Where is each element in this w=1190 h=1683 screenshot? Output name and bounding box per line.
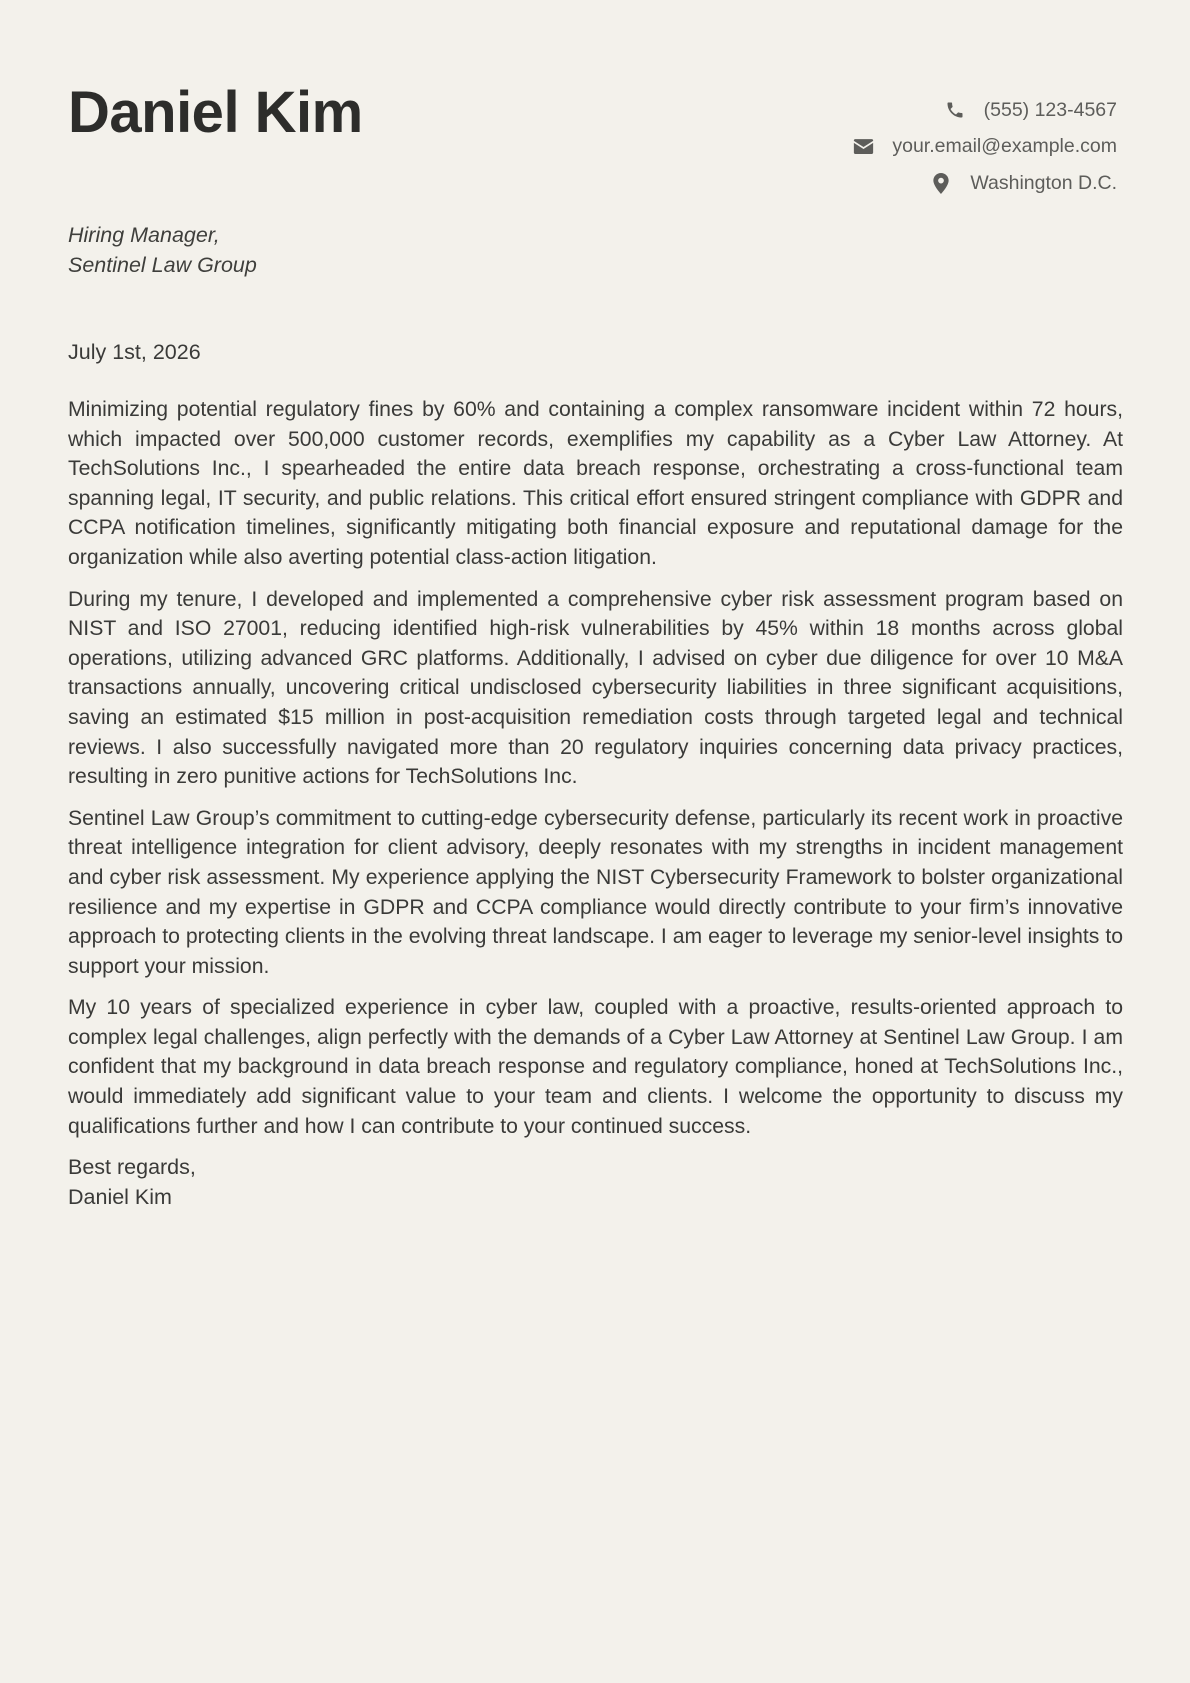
contact-phone <box>852 92 1117 129</box>
closing-signature: Daniel Kim <box>68 1184 172 1209</box>
body-paragraph: Sentinel Law Group’s commitment to cutting-edge cybersecurity defense, particularly its recent work in proactive threat intelligence integration for client advisory, deeply resonates with my strengths in incident management and cyber risk assessment. My experience applying the NIST Cybersecurity Framework to bolster organizational resilience and my expertise in GDPR and CCPA compliance would directly contribute to your firm’s innovative approach to protecting clients in the evolving threat landscape. I am eager to leverage my senior-level insights to support your mission. <box>68 806 1123 978</box>
contact-email <box>852 129 1117 166</box>
recipient-company: Sentinel Law Group <box>68 253 257 277</box>
envelope-icon <box>852 136 874 158</box>
letter-date: July 1st, 2026 <box>68 340 201 364</box>
body-paragraph: During my tenure, I developed and implemented a comprehensive cyber risk assessment program based on NIST and ISO 27001, reducing identified high-risk vulnerabilities by 45% within 18 months across global operations, utilizing advanced GRC platforms. Additionally, I advised on cyber due diligence for over 10 M&A transactions annually, uncovering critical undisclosed cybersecurity liabilities in three significant acquisitions, saving an estimated $15 million in post-acquisition remediation costs through targeted legal and technical reviews. I also successfully navigated more than 20 regulatory inquiries concerning data privacy practices, resulting in zero punitive actions for TechSolutions Inc. <box>68 587 1123 789</box>
location-text: Washington D.C. <box>970 171 1117 194</box>
phone-icon <box>944 99 966 121</box>
contact-location <box>852 165 1117 202</box>
contact-info <box>852 92 1117 202</box>
email-text: your.email@example.com <box>892 135 1117 158</box>
recipient-title: Hiring Manager, <box>68 223 220 247</box>
recipient-block <box>68 220 1122 280</box>
body-paragraph: My 10 years of specialized experience in cyber law, coupled with a proactive, results-oriented approach to complex legal challenges, align perfectly with the demands of a Cyber Law Attorney at Sentinel Law Group. I am confident that my background in data breach response and regulatory compliance, honed at TechSolutions Inc., would immediately add significant value to your team and clients. I welcome the opportunity to discuss my qualifications further and how I can contribute to your continued success. <box>68 996 1123 1138</box>
letter-closing <box>68 1153 1122 1212</box>
closing-salutation: Best regards, <box>68 1155 196 1180</box>
map-marker-icon <box>930 172 952 194</box>
phone-text: (555) 123-4567 <box>983 98 1117 121</box>
letter-header <box>68 0 1122 205</box>
applicant-name: Daniel Kim <box>68 80 363 145</box>
body-paragraph: Minimizing potential regulatory fines by 60% and containing a complex ransomware incident within 72 hours, which impacted over 500,000 customer records, exemplifies my capability as a Cyber Law Attorney. At TechSolutions Inc., I spearheaded the entire data breach response, orchestrating a cross-functional team spanning legal, IT security, and public relations. This critical effort ensured stringent compliance with GDPR and CCPA notification timelines, significantly mitigating both financial exposure and reputational damage for the organization while also averting potential class-action litigation. <box>68 398 1123 569</box>
letter-body <box>68 395 1123 1141</box>
